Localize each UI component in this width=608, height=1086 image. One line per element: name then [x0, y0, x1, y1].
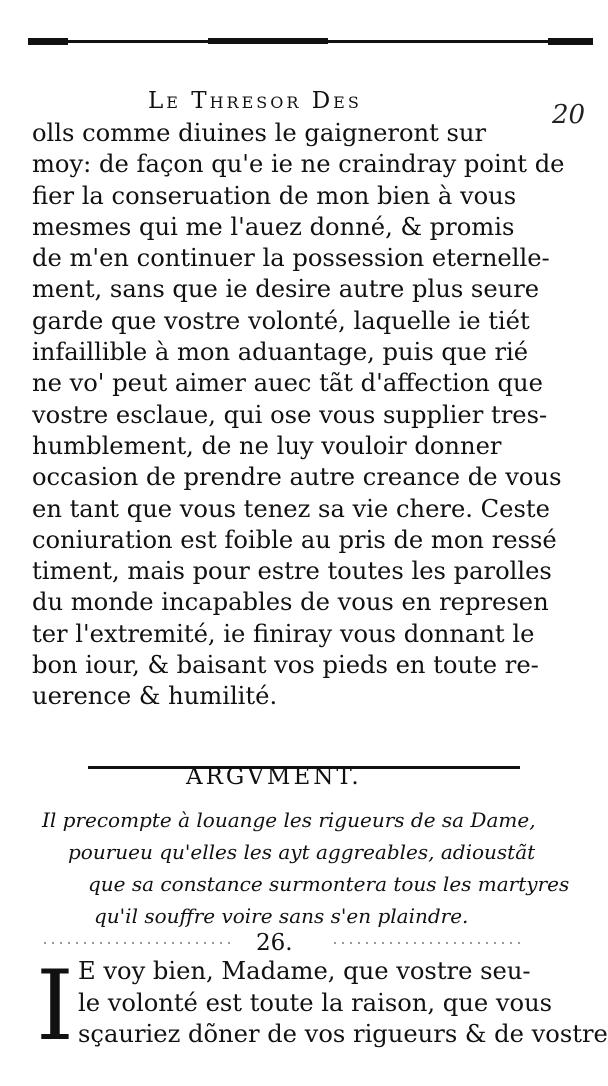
letter-number: 26. [256, 930, 293, 956]
text-line: moy: de façon qu'e ie ne craindray point de [32, 150, 565, 179]
argument-line: Il precompte à louange les rigueurs de sa Dame, [42, 808, 536, 832]
text-line: E voy bien, Madame, que vostre seu- [78, 957, 531, 985]
argument-summary [40, 804, 570, 932]
text-line: uerence & humilité. [32, 682, 278, 711]
argument-line: pourueu qu'elles les ayt aggreables, adioustãt [68, 840, 536, 864]
text-line: du monde incapables de vous en represen [32, 588, 549, 617]
text-line: timent, mais pour estre toutes les parolles [32, 557, 552, 586]
text-line: coniuration est foible au pris de mon ressé [32, 525, 557, 554]
text-line: humblement, de ne luy vouloir donner [32, 431, 502, 460]
argument-line: qu'il souffre voire sans s'en plaindre. [94, 904, 469, 928]
page-number: 20 [552, 100, 586, 130]
text-line: occasion de prendre autre creance de vous [32, 463, 562, 492]
text-line: fier la conseruation de mon bien à vous [32, 181, 517, 210]
letter-body [32, 118, 565, 713]
argument-line: que sa constance surmontera tous les martyres [88, 872, 570, 896]
text-line: ment, sans que ie desire autre plus seure [32, 275, 540, 304]
text-line: vostre esclaue, qui ose vous supplier tres- [32, 400, 548, 429]
text-line: le volonté est toute la raison, que vous [78, 988, 553, 1017]
text-line: en tant que vous tenez sa vie chere. Ceste [32, 494, 550, 523]
text-line: infaillible à mon aduantage, puis que rié [32, 338, 529, 367]
text-line: bon iour, & baisant vos pieds en toute re- [32, 651, 539, 680]
running-head: Le Thresor Des [148, 88, 362, 114]
argument-heading: ARGVMENT. [186, 764, 362, 790]
top-ornamental-rule [28, 36, 593, 46]
text-line: olls comme diuines le gaigneront sur [32, 119, 487, 147]
drop-cap: I [36, 950, 74, 1062]
text-line: garde que vostre volonté, laquelle ie tiét [32, 306, 530, 335]
text-line: ter l'extremité, ie finiray vous donnant le [32, 619, 535, 648]
text-line: mesmes qui me l'auez donné, & promis [32, 212, 515, 241]
text-line: sçauriez dõner de vos rigueurs & de vostre [78, 1020, 608, 1048]
next-letter-body [78, 956, 608, 1051]
text-line: de m'en continuer la possession eternelle- [32, 244, 550, 273]
text-line: ne vo' peut aimer auec tãt d'affection que [32, 369, 543, 398]
